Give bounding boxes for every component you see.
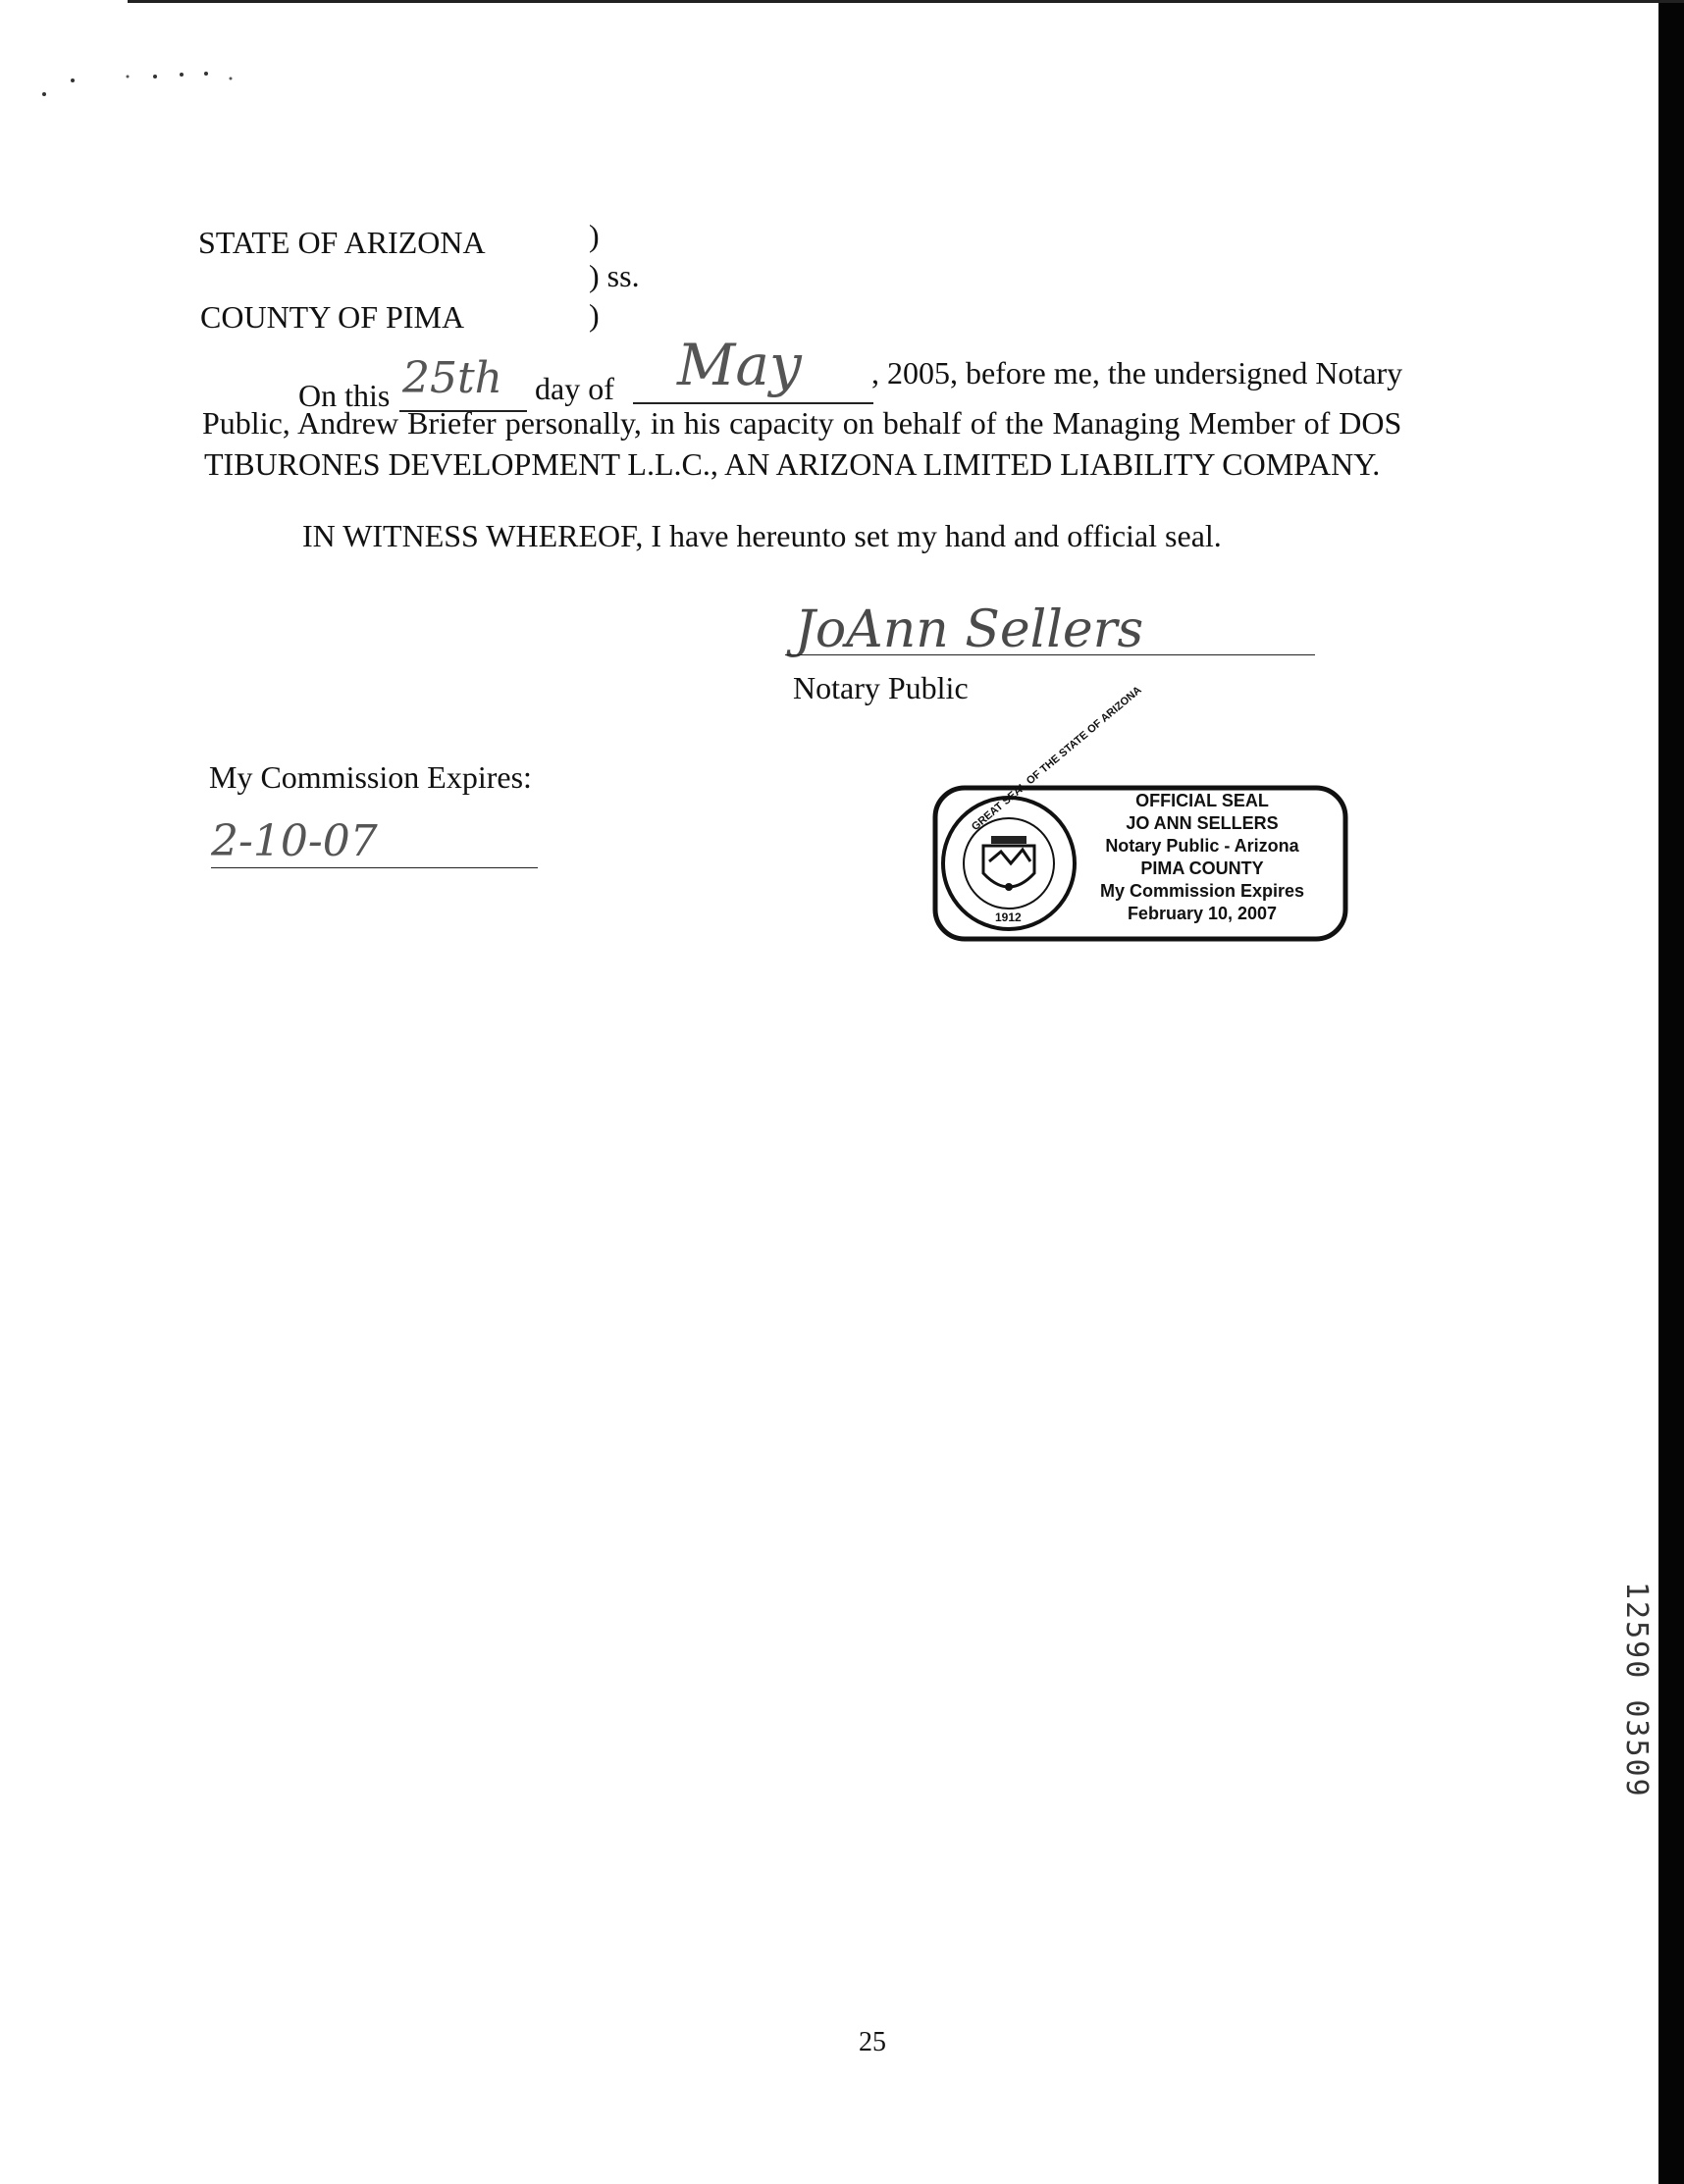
signature-line xyxy=(785,654,1315,655)
venue-paren-3: ) xyxy=(589,297,600,333)
seal-line-3: Notary Public - Arizona xyxy=(1105,836,1299,856)
month-blank-line xyxy=(633,402,873,404)
state-emblem-icon xyxy=(943,798,1075,929)
seal-text-block xyxy=(1084,790,1320,925)
page-number: 25 xyxy=(859,2027,886,2057)
handwritten-month: May xyxy=(677,332,802,398)
commission-line xyxy=(211,867,538,868)
ack-line1-rest: , 2005, before me, the undersigned Notary xyxy=(871,355,1403,390)
commission-label: My Commission Expires: xyxy=(209,759,532,795)
witness-line: IN WITNESS WHEREOF, I have hereunto set my hand and official seal. xyxy=(302,518,1222,553)
recording-number: 12590 03509 xyxy=(1619,1582,1654,1798)
venue-paren-1: ) xyxy=(589,218,600,253)
handwritten-day: 25th xyxy=(402,353,503,403)
notary-signature: JoAnn Sellers xyxy=(795,600,1144,659)
seal-line-2: JO ANN SELLERS xyxy=(1126,813,1279,833)
ack-on-this: On this xyxy=(298,378,391,413)
venue-ss: ) ss. xyxy=(589,258,640,293)
ack-day-of: day of xyxy=(535,371,614,406)
scan-specks xyxy=(39,69,265,108)
venue-state: STATE OF ARIZONA xyxy=(198,225,486,260)
ack-line3: TIBURONES DEVELOPMENT L.L.C., AN ARIZONA LIMITED LIABILITY COMPANY. xyxy=(204,446,1381,482)
seal-line-6: February 10, 2007 xyxy=(1127,904,1278,923)
scan-top-edge xyxy=(128,0,1684,3)
handwritten-commission-date: 2-10-07 xyxy=(211,816,378,866)
seal-line-1: OFFICIAL SEAL xyxy=(1135,791,1269,810)
notary-public-label: Notary Public xyxy=(793,670,969,705)
seal-line-5: My Commission Expires xyxy=(1099,881,1305,901)
seal-emblem-year: 1912 xyxy=(995,910,1022,924)
seal-line-4: PIMA COUNTY xyxy=(1140,858,1264,878)
scan-edge xyxy=(1658,0,1684,2184)
venue-county: COUNTY OF PIMA xyxy=(200,299,465,335)
ack-line2: Public, Andrew Briefer personally, in his capacity on behalf of the Managing Member of DOS xyxy=(202,405,1402,441)
seal-emblem-ring-text: GREAT SEAL OF THE STATE OF ARIZONA xyxy=(970,684,1144,834)
